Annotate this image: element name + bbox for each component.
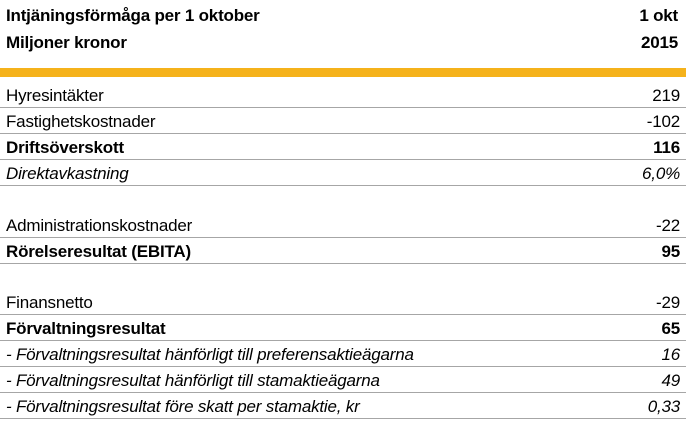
row-forvaltningsresultat <box>0 317 686 341</box>
row-rorelseresultat <box>0 240 686 264</box>
row-label: Rörelseresultat (EBITA) <box>6 241 191 261</box>
row-label: Finansnetto <box>6 292 93 312</box>
row-value: 6,0% <box>642 163 680 183</box>
row-direktavkastning <box>0 162 686 186</box>
row-label: - Förvaltningsresultat före skatt per stamaktie, kr <box>6 396 360 416</box>
row-forvaltningsresultat-per-stamaktie <box>0 395 686 419</box>
row-finansnetto <box>0 291 686 315</box>
row-forvaltningsresultat-stamaktie <box>0 369 686 393</box>
row-label: Hyresintäkter <box>6 85 104 105</box>
row-value: -102 <box>646 111 680 131</box>
row-label: Driftsöverskott <box>6 137 124 157</box>
row-label: - Förvaltningsresultat hänförligt till preferensaktieägarna <box>6 344 414 364</box>
table-header-row-2 <box>6 31 678 55</box>
row-forvaltningsresultat-preferens <box>0 343 686 367</box>
accent-divider <box>0 68 686 77</box>
row-value: 0,33 <box>647 396 680 416</box>
row-value: 116 <box>653 137 680 157</box>
row-label: - Förvaltningsresultat hänförligt till stamaktieägarna <box>6 370 380 390</box>
row-value: 49 <box>661 370 680 390</box>
row-value: -29 <box>656 292 680 312</box>
row-value: -22 <box>656 215 680 235</box>
period-year: 2015 <box>640 33 678 52</box>
row-value: 95 <box>661 241 680 261</box>
table-title: Intjäningsförmåga per 1 oktober <box>6 6 260 25</box>
row-label: Direktavkastning <box>6 163 129 183</box>
row-hyresintakter <box>0 84 686 108</box>
table-unit: Miljoner kronor <box>6 33 127 52</box>
row-value: 16 <box>661 344 680 364</box>
row-label: Fastighetskostnader <box>6 111 156 131</box>
row-value: 219 <box>652 85 680 105</box>
row-driftsoverskott <box>0 136 686 160</box>
row-value: 65 <box>661 318 680 338</box>
row-label: Administrationskostnader <box>6 215 193 235</box>
row-administrationskostnader <box>0 214 686 238</box>
row-fastighetskostnader <box>0 110 686 134</box>
table-header-row-1 <box>6 4 678 28</box>
row-label: Förvaltningsresultat <box>6 318 166 338</box>
period-label: 1 okt <box>639 6 678 25</box>
